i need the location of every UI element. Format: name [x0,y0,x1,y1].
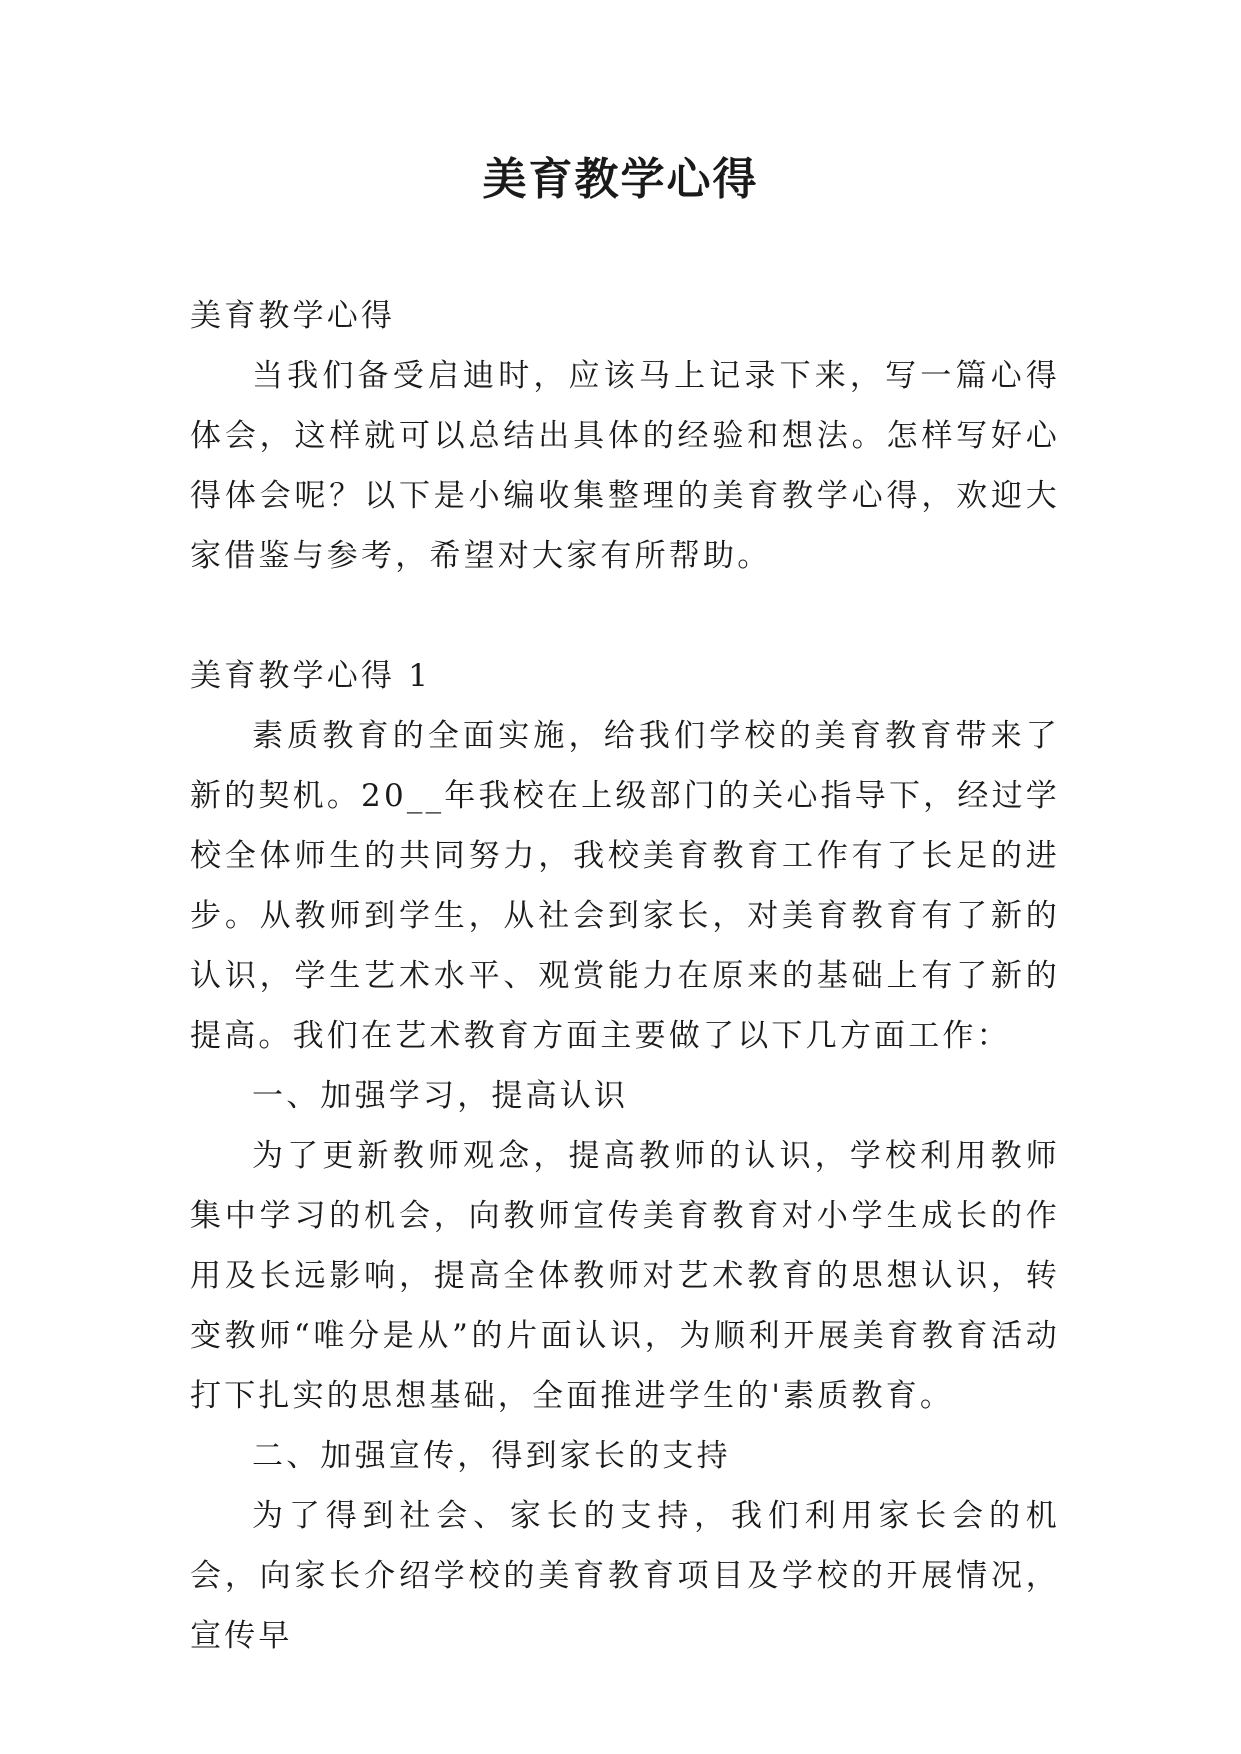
document-title: 美育教学心得 [482,154,759,205]
document-body [190,286,1060,1666]
subheading-strengthen-learning: 一、加强学习，提高认识 [252,1078,629,1114]
intro-heading: 美育教学心得 [190,298,396,334]
paragraph-parent-support: 为了得到社会、家长的支持，我们利用家长会的机会，向家长介绍学校的美育教育项目及学校的开展情况，宣传早 [190,1498,1060,1654]
section-1-paragraph: 素质教育的全面实施，给我们学校的美育教育带来了新的契机。20__年我校在上级部门的关心指导下，经过学校全体师生的共同努力，我校美育教育工作有了长足的进步。从教师到学生，从社会到家长，对美育教育有了新的认识，学生艺术水平、观赏能力在原来的基础上有了新的提高。我们在艺术教育方面主要做了以下几方面工作： [190,718,1060,1054]
subheading-strengthen-publicity: 二、加强宣传，得到家长的支持 [252,1438,731,1474]
paragraph-teacher-awareness: 为了更新教师观念，提高教师的认识，学校利用教师集中学习的机会，向教师宣传美育教育对小学生成长的作用及长远影响，提高全体教师对艺术教育的思想认识，转变教师“唯分是从”的片面认识，为顺利开展美育教育活动打下扎实的思想基础，全面推进学生的'素质教育。 [190,1138,1060,1414]
section-1-heading: 美育教学心得 1 [190,658,432,694]
intro-paragraph: 当我们备受启迪时，应该马上记录下来，写一篇心得体会，这样就可以总结出具体的经验和想法。怎样写好心得体会呢？以下是小编收集整理的美育教学心得，欢迎大家借鉴与参考，希望对大家有所帮助。 [190,358,1060,574]
